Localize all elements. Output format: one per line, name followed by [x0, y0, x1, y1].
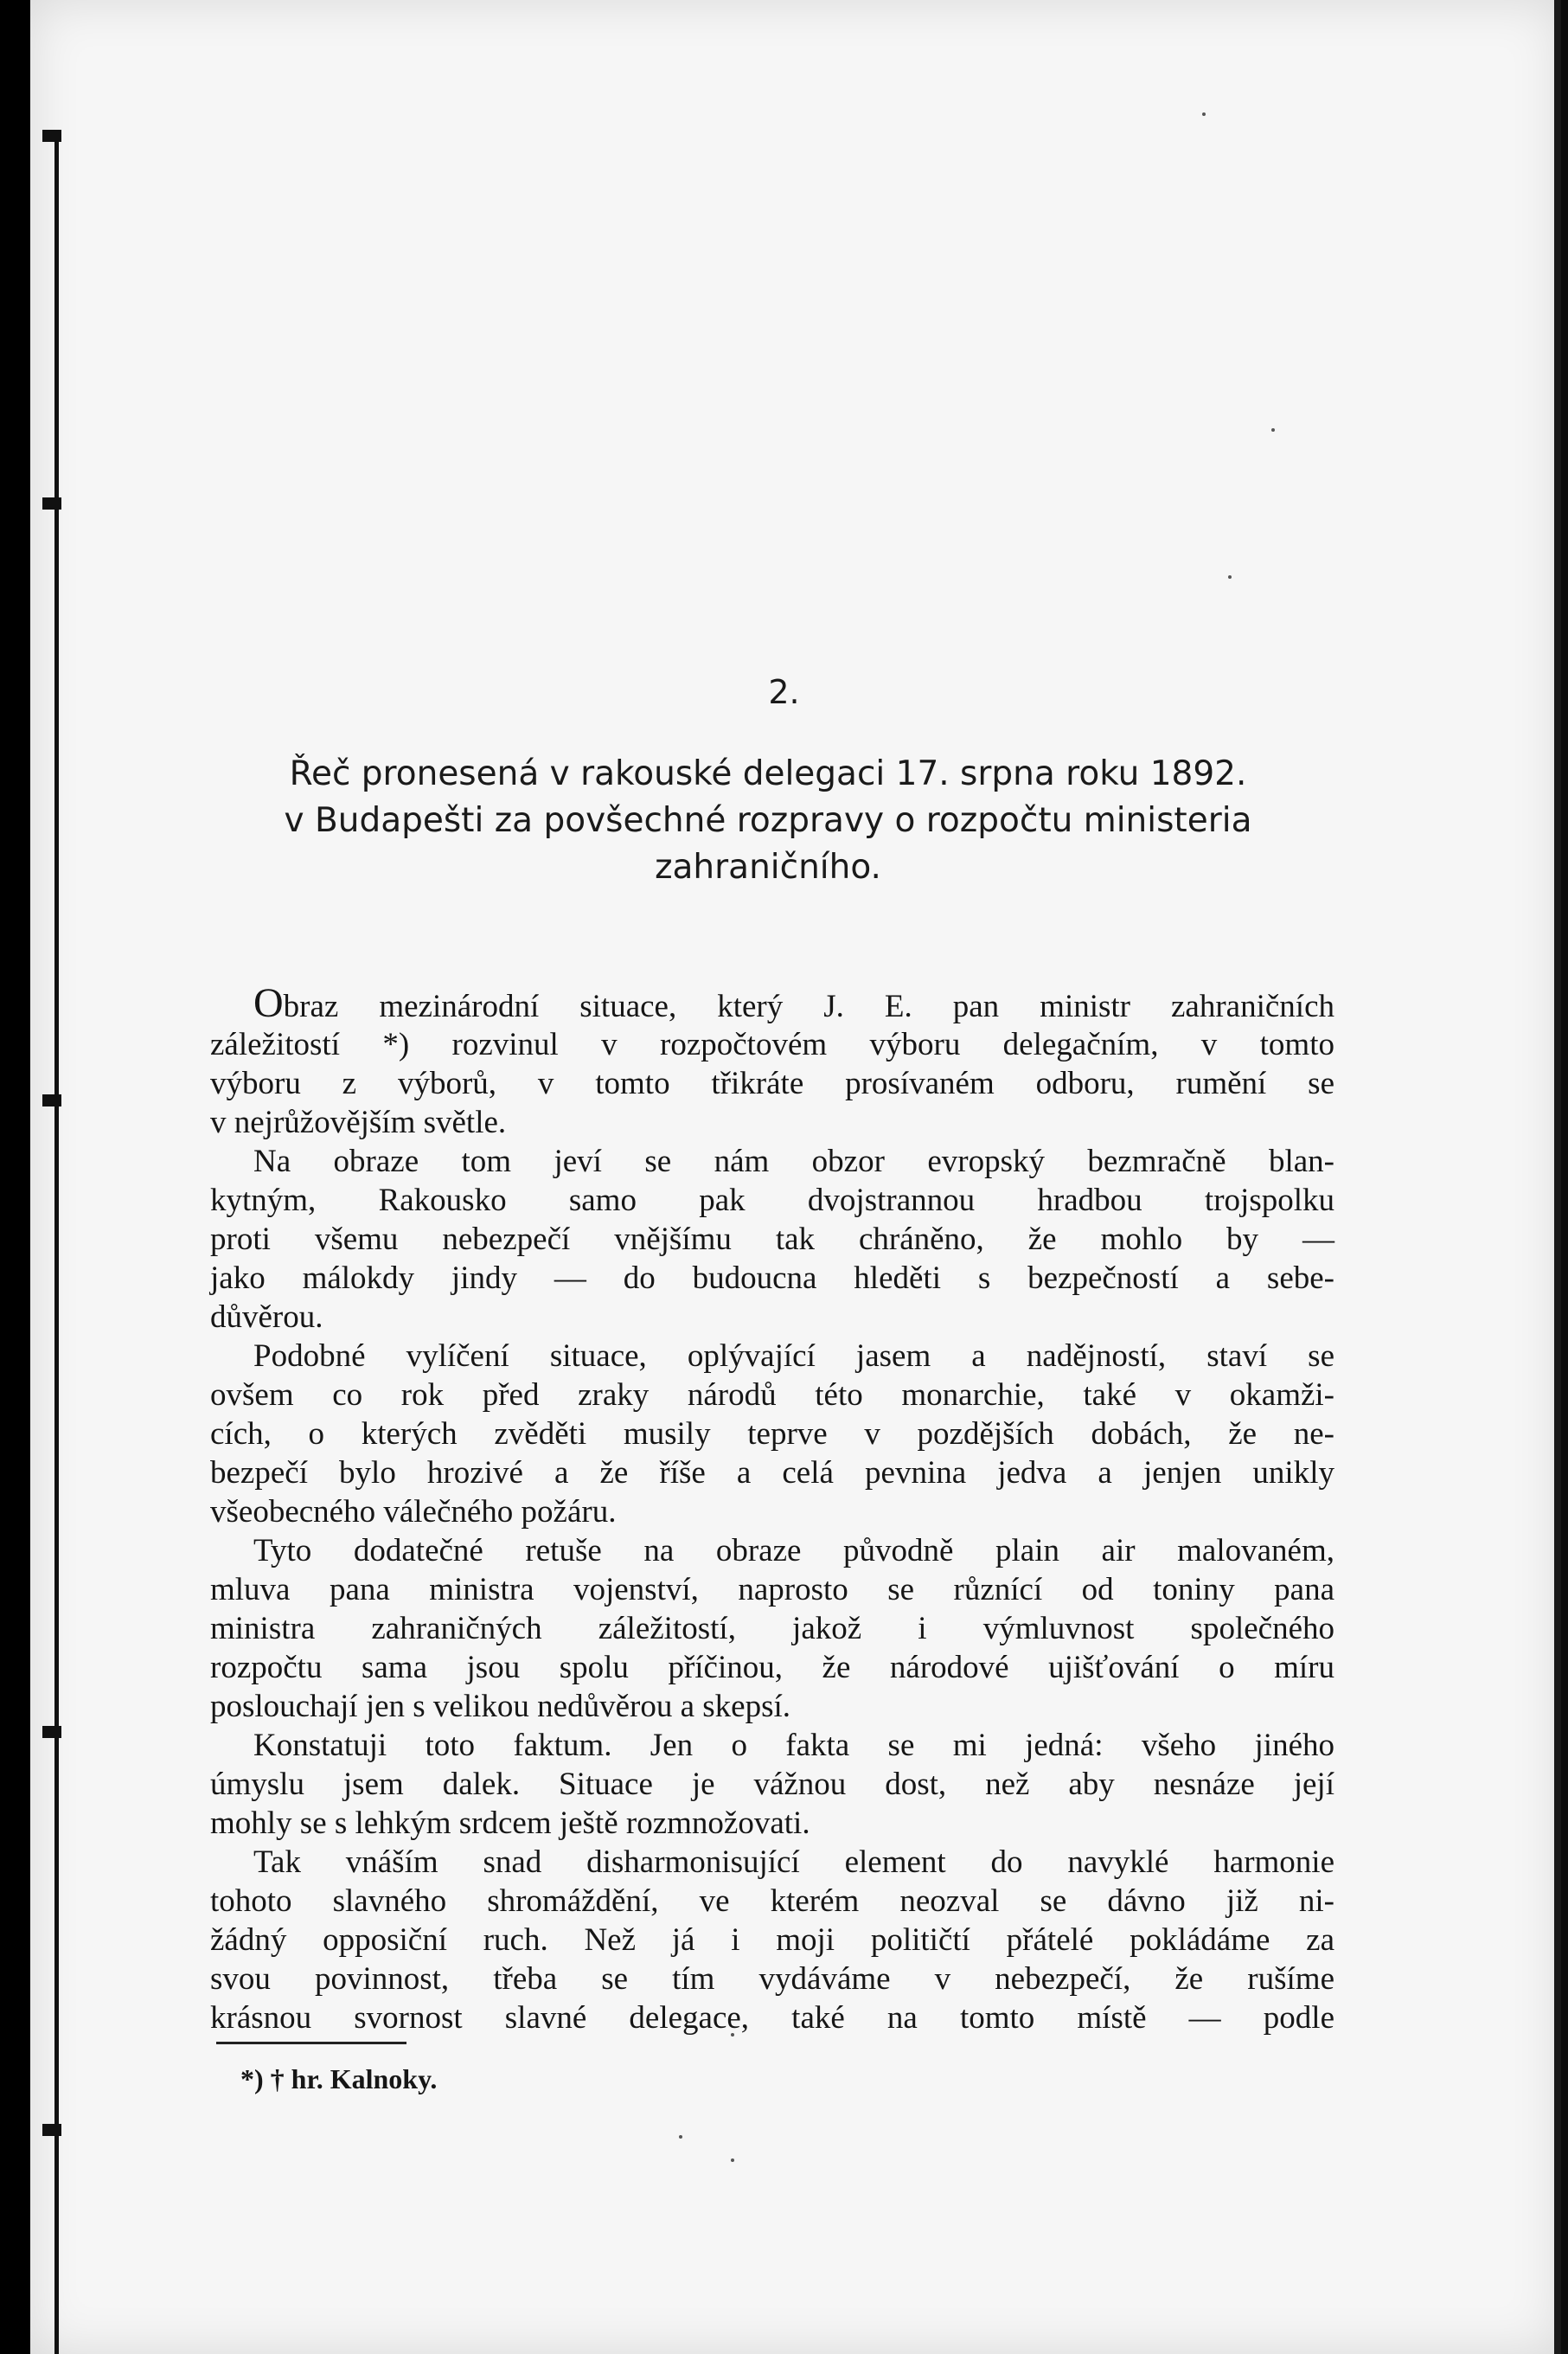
text-line: rozpočtu sama jsou spolu příčinou, že národové ujišťování o míru: [210, 1650, 1334, 1685]
text-line: Obraz mezinárodní situace, který J. E. pan ministr zahraničních: [253, 980, 1334, 1026]
text-line: záležitostí *) rozvinul v rozpočtovém výboru delegačním, v tomto: [210, 1027, 1334, 1062]
speck: [731, 2158, 734, 2162]
text-line: výboru z výborů, v tomto třikráte prosívaném odboru, rumění se: [210, 1066, 1334, 1101]
text-line: Konstatuji toto faktum. Jen o fakta se mi jedná: všeho jiného: [253, 1728, 1334, 1763]
binding-tick: [42, 2124, 61, 2136]
text-line: kytným, Rakousko samo pak dvojstrannou hradbou trojspolku: [210, 1183, 1334, 1218]
text-line: ministra zahraničných záležitostí, jakož i výmluvnost společného: [210, 1611, 1334, 1646]
speech-heading: [210, 751, 1326, 891]
text-line: poslouchají jen s velikou nedůvěrou a skepsí.: [210, 1689, 791, 1724]
footnote-rule: [216, 2042, 406, 2044]
text-line: tohoto slavného shromáždění, ve kterém neozval se dávno již ni-: [210, 1883, 1334, 1919]
text-line: Tak vnáším snad disharmonisující element do navyklé harmonie: [253, 1844, 1334, 1880]
text-line: mohly se s lehkým srdcem ještě rozmnožovati.: [210, 1806, 810, 1841]
heading-line: Řeč pronesená v rakouské delegaci 17. srpna roku 1892.: [289, 754, 1247, 793]
text-line: všeobecného válečného požáru.: [210, 1494, 617, 1530]
text-line: svou povinnost, třeba se tím vydáváme v nebezpečí, že rušíme: [210, 1961, 1334, 1997]
text-line: Na obraze tom jeví se nám obzor evropský bezmračně blan-: [253, 1144, 1334, 1179]
text-line: krásnou svornost slavné delegace, také na tomto místě — podle: [210, 2000, 1334, 2036]
heading-line: zahraničního.: [655, 848, 881, 887]
binding-edge: [0, 0, 30, 2354]
text-line: jako málokdy jindy — do budoucna hleděti s bezpečností a sebe-: [210, 1260, 1334, 1296]
binding-tick: [42, 1726, 61, 1738]
footnote: *) † hr. Kalnoky.: [240, 2063, 438, 2094]
speck: [679, 2135, 682, 2139]
text-line: Tyto dodatečné retuše na obraze původně plain air malovaném,: [253, 1533, 1334, 1568]
text-line: proti všemu nebezpečí vnějšímu tak chráněno, že mohlo by —: [210, 1222, 1334, 1257]
body-text: [210, 980, 1334, 2037]
text-line: důvěrou.: [210, 1299, 323, 1335]
speck: [1271, 428, 1275, 432]
chapter-number: 2.: [768, 673, 800, 711]
text-line: cích, o kterých zvěděti musily teprve v pozdějších dobách, že ne-: [210, 1416, 1334, 1452]
binding-tick: [42, 1094, 61, 1106]
initial-letter: O: [253, 980, 284, 1026]
speck: [1202, 112, 1206, 116]
text-line: žádný opposiční ruch. Než já i moji političtí přátelé pokládáme za: [210, 1922, 1334, 1958]
binding-tick: [42, 497, 61, 510]
heading-line: v Budapešti za povšechné rozpravy o rozpočtu ministeria: [284, 801, 1252, 840]
text-line: bezpečí bylo hrozivé a že říše a celá pevnina jedva a jenjen unikly: [210, 1455, 1334, 1491]
text-line: mluva pana ministra vojenství, naprosto se různící od toniny pana: [210, 1572, 1334, 1607]
text-line: Podobné vylíčení situace, oplývající jasem a nadějností, staví se: [253, 1338, 1334, 1374]
text-line: úmyslu jsem dalek. Situace je vážnou dost, než aby nesnáze její: [210, 1767, 1334, 1802]
text-line: ovšem co rok před zraky národů této monarchie, také v okamži-: [210, 1377, 1334, 1413]
right-edge-shadow: [1554, 0, 1561, 2354]
text-line: v nejrůžovějším světle.: [210, 1105, 507, 1140]
binding-tick: [42, 130, 61, 142]
binding-line: [54, 130, 59, 2354]
speck: [1228, 575, 1232, 579]
